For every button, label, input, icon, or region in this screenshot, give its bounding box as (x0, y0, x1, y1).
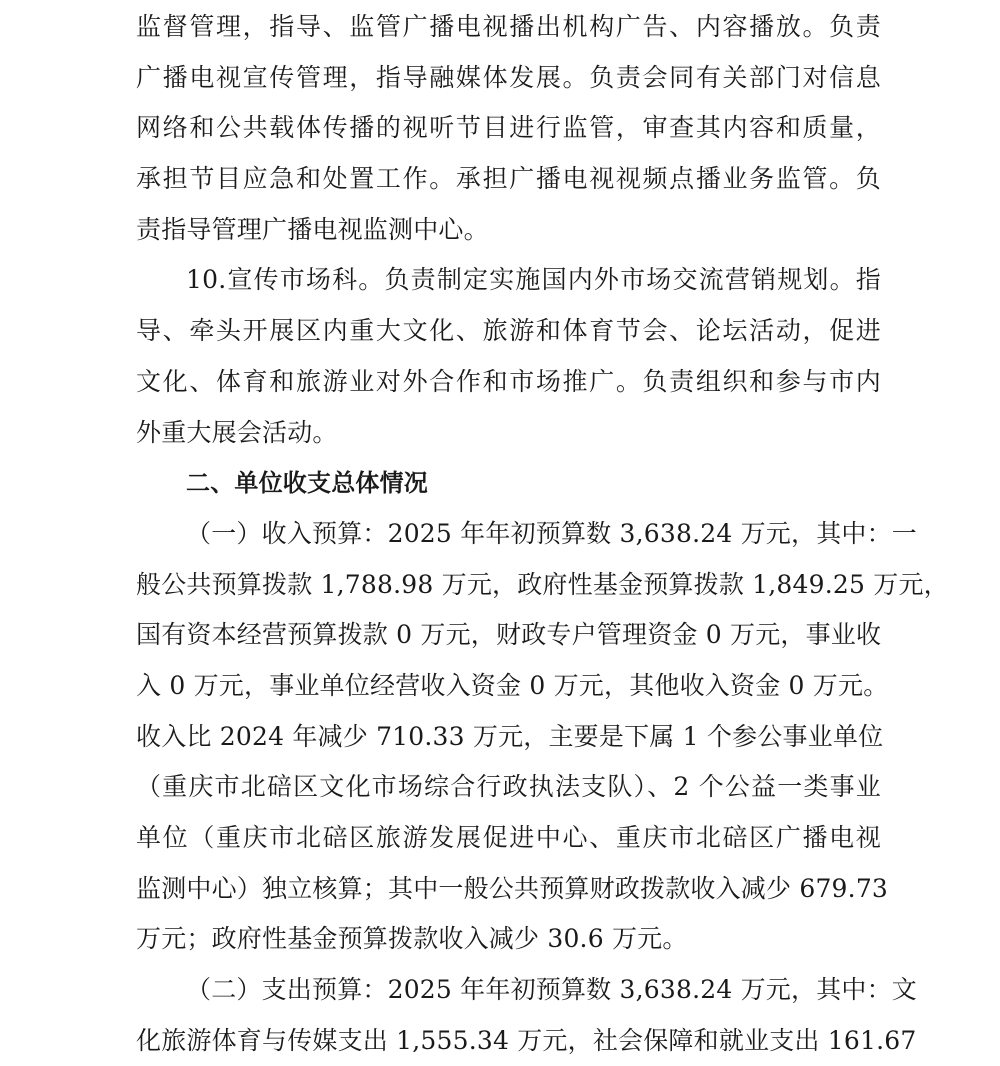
text-line: 广播电视宣传管理，指导融媒体发展。负责会同有关部门对信息 (136, 62, 881, 92)
text-line: （重庆市北碚区文化市场综合行政执法支队）、2 个公益一类事业 (136, 772, 881, 802)
text-line: 监督管理，指导、监管广播电视播出机构广告、内容播放。负责 (136, 12, 881, 41)
text-line: 网络和公共载体传播的视听节目进行监管，审查其内容和质量， (136, 113, 881, 143)
text-line: 入 0 万元，事业单位经营收入资金 0 万元，其他收入资金 0 万元。 (136, 670, 889, 700)
text-line: 般公共预算拨款 1,788.98 万元，政府性基金预算拨款 1,849.25 万元， (136, 569, 949, 599)
text-line: 化旅游体育与传媒支出 1,555.34 万元，社会保障和就业支出 161.67 (136, 1025, 917, 1055)
text-line: 监测中心）独立核算；其中一般公共预算财政拨款收入减少 679.73 (136, 873, 889, 903)
text-line: 外重大展会活动。 (136, 417, 338, 447)
text-line: 文化、体育和旅游业对外合作和市场推广。负责组织和参与市内 (136, 366, 881, 396)
text-line: 10.宣传市场科。负责制定实施国内外市场交流营销规划。指 (186, 265, 881, 295)
section-heading: 二、单位收支总体情况 (186, 469, 428, 498)
text-line: 万元；政府性基金预算拨款收入减少 30.6 万元。 (136, 924, 688, 954)
document-page (136, 0, 949, 1066)
text-line: 导、牵头开展区内重大文化、旅游和体育节会、论坛活动，促进 (136, 316, 881, 346)
text-line: 单位（重庆市北碚区旅游发展促进中心、重庆市北碚区广播电视 (136, 823, 881, 852)
text-line: 国有资本经营预算拨款 0 万元，财政专户管理资金 0 万元，事业收 (136, 620, 882, 650)
text-line: 责指导管理广播电视监测中心。 (136, 214, 489, 244)
text-line: （一）收入预算：2025 年年初预算数 3,638.24 万元，其中：一 (186, 518, 917, 548)
text-line: 收入比 2024 年减少 710.33 万元，主要是下属 1 个参公事业单位 (136, 721, 884, 751)
text-line: （二）支出预算：2025 年年初预算数 3,638.24 万元，其中：文 (186, 975, 917, 1005)
text-line: 承担节目应急和处置工作。承担广播电视视频点播业务监管。负 (136, 164, 881, 194)
